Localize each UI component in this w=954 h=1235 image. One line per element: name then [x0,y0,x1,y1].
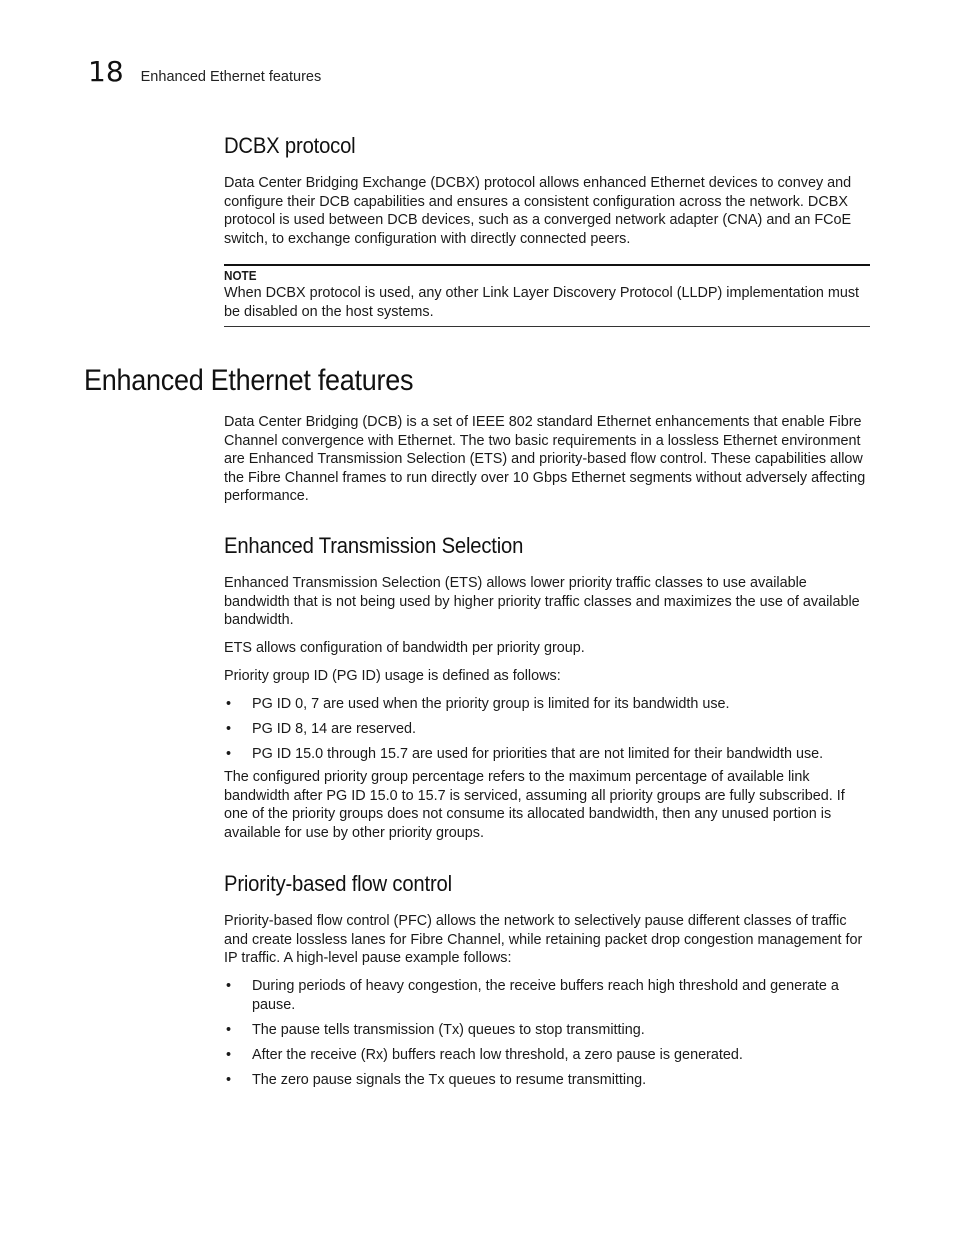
dcbx-paragraph: Data Center Bridging Exchange (DCBX) protocol allows enhanced Ethernet devices to convey and configure their DCB capabilities and ensures a consistent configuration across the network. DCBX protocol is used between DCB devices, such as a converged network adapter (CNA) and an FCoE switch, to exchange configuration with directly connected peers. [224,175,852,247]
ets-paragraph-2: ETS allows configuration of bandwidth per priority group. [224,640,585,657]
ets-section [224,533,870,559]
note-box [224,264,870,327]
pfc-body [224,912,870,1096]
enhanced-heading: Enhanced Ethernet features [84,364,414,397]
list-item: • After the receive (Rx) buffers reach low threshold, a zero pause is generated. [226,1046,743,1063]
list-item: • PG ID 15.0 through 15.7 are used for priorities that are not limited for their bandwidth use. [226,746,824,763]
bullet-glyph: • [226,696,232,713]
bullet-glyph: • [226,721,232,738]
list-item: • The pause tells transmission (Tx) queues to stop transmitting. [226,1021,645,1038]
ets-body [224,574,870,842]
ets-paragraph-3: Priority group ID (PG ID) usage is defined as follows: [224,668,561,685]
enhanced-paragraph: Data Center Bridging (DCB) is a set of IEEE 802 standard Ethernet enhancements that enable Fibre Channel convergence with Ethernet. The two basic requirements in a lossless Ethernet environment are Enhanced Transmission Selection (ETS) and priority-based flow control. These capabilities allow the Fibre Channel frames to run directly over 10 Gbps Ethernet segments without adversely affecting performance. [224,414,866,505]
page-header [88,55,321,88]
ets-bullet-list [224,695,870,764]
ets-paragraph-4: The configured priority group percentage refers to the maximum percentage of available link bandwidth after PG ID 15.0 to 15.7 is serviced, assuming all priority groups are fully subscribed. If one of the priority groups does not consume its allocated bandwidth, then any unused portion is available for use by other priority groups. [224,769,845,841]
note-text: When DCBX protocol is used, any other Link Layer Discovery Protocol (LLDP) implementation must be disabled on the host systems. [224,285,860,320]
bullet-glyph: • [226,978,232,995]
bullet-glyph: • [226,1046,232,1063]
enhanced-body [224,413,870,506]
dcbx-heading: DCBX protocol [224,133,356,158]
list-item: • During periods of heavy congestion, the receive buffers reach high threshold and generate a pause. [226,978,839,1013]
chapter-title: Enhanced Ethernet features [140,69,322,85]
chapter-number: 18 [88,55,124,88]
bullet-glyph: • [226,1021,232,1038]
ets-paragraph-1: Enhanced Transmission Selection (ETS) allows lower priority traffic classes to use available bandwidth that is not being used by higher priority traffic classes and maximizes the use of available bandwidth. [224,575,860,629]
pfc-section [224,871,870,897]
pfc-bullet-list [224,977,870,1089]
pfc-heading: Priority-based flow control [224,871,452,896]
pfc-paragraph: Priority-based flow control (PFC) allows the network to selectively pause different classes of traffic and create lossless lanes for Fibre Channel, while retaining packet drop congestion management for IP traffic. A high-level pause example follows: [224,913,863,967]
ets-heading: Enhanced Transmission Selection [224,533,524,558]
dcbx-section [224,133,870,159]
bullet-glyph: • [226,746,232,763]
list-item: • The zero pause signals the Tx queues to resume transmitting. [226,1071,647,1088]
list-item: • PG ID 8, 14 are reserved. [226,721,416,738]
note-label: NOTE [224,268,257,283]
list-item: • PG ID 0, 7 are used when the priority group is limited for its bandwidth use. [226,696,730,713]
dcbx-body [224,174,870,248]
bullet-glyph: • [226,1071,232,1088]
